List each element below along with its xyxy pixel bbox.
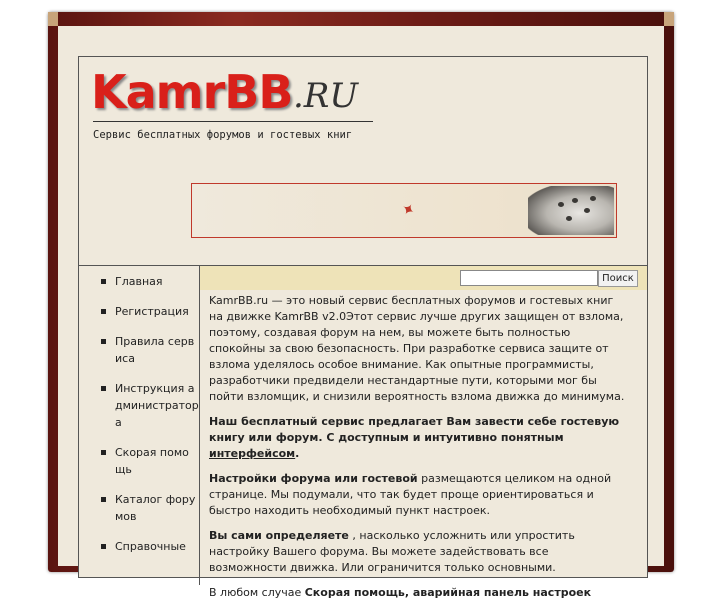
main-container [78, 56, 648, 599]
menu-item-rules[interactable]: Правила сервиса [79, 333, 199, 367]
menu-item-forum-catalog[interactable]: Каталог форумов [79, 491, 199, 525]
intro-paragraph: KamrBB.ru — это новый сервис бесплатных форумов и гостевых книг на движке KamrBB v2.0Этот сервис лучше других защищен от взлома, поэтому, создавая форум на нем, вы можете быть полностью спокойны за свою безопасность. При разработке сервиса защите от взлома уделялось особое внимание. Как опытные программисты, разработчики предвидели нестандартные пути, которыми мог бы пойти взломщик, и снизили вероятность взлома движка до минимума. [209, 294, 625, 403]
main-content [209, 293, 629, 610]
leopard-spot [566, 216, 572, 221]
sidebar-menu [79, 273, 199, 568]
site-logo-suffix: .RU [293, 76, 359, 116]
settings-paragraph [209, 471, 629, 519]
snow-leopard-image [528, 186, 614, 235]
settings-heading: Настройки форума или гостевой [209, 472, 418, 485]
help-paragraph [209, 585, 629, 601]
search-bar [200, 266, 647, 290]
leopard-spot [584, 208, 590, 213]
menu-item-register[interactable]: Регистрация [79, 303, 199, 320]
frame-corner [664, 12, 674, 26]
search-input[interactable] [460, 270, 598, 286]
banner-logo-mark: ✦ [397, 198, 421, 221]
settings-text: размещаются целиком на одной странице. Мы подумали, что так будет проще ориентироваться и быстро находить необходимый пункт настроек. [209, 472, 612, 517]
frame-corner [48, 12, 58, 26]
menu-item-reference[interactable]: Справочные [79, 538, 199, 555]
customize-heading: Вы сами определяете [209, 529, 349, 542]
logo-underline [93, 121, 373, 122]
menu-item-home[interactable]: Главная [79, 273, 199, 290]
offer-text: Наш бесплатный сервис предлагает Вам завести себе гостевую книгу или форум. С доступным и интуитивно понятным [209, 415, 620, 444]
offer-paragraph [209, 414, 629, 462]
menu-item-admin-guide[interactable]: Инструкция администратора [79, 380, 199, 431]
offer-end: . [295, 447, 300, 460]
customize-paragraph [209, 528, 629, 576]
customize-text: , насколько усложнить или упростить настройку Вашего форума. Вы можете задействовать все возможности движка. Или ограничится только основными. [209, 529, 575, 574]
interface-link[interactable]: интерфейсом [209, 447, 296, 460]
page-frame [48, 12, 674, 599]
ad-banner[interactable] [191, 183, 617, 238]
search-button[interactable]: Поиск [598, 270, 638, 287]
menu-item-help[interactable]: Скорая помощь [79, 444, 199, 478]
leopard-spot [572, 198, 578, 203]
leopard-spot [558, 202, 564, 207]
help-heading: Скорая помощь, аварийная панель настроек [304, 586, 592, 599]
sidebar-divider [199, 265, 200, 585]
site-logo[interactable]: KamrBB [91, 65, 293, 119]
help-text: В любом случае [209, 586, 305, 599]
leopard-spot [590, 196, 596, 201]
site-tagline: Сервис бесплатных форумов и гостевых книг [93, 129, 353, 141]
page [58, 26, 664, 599]
